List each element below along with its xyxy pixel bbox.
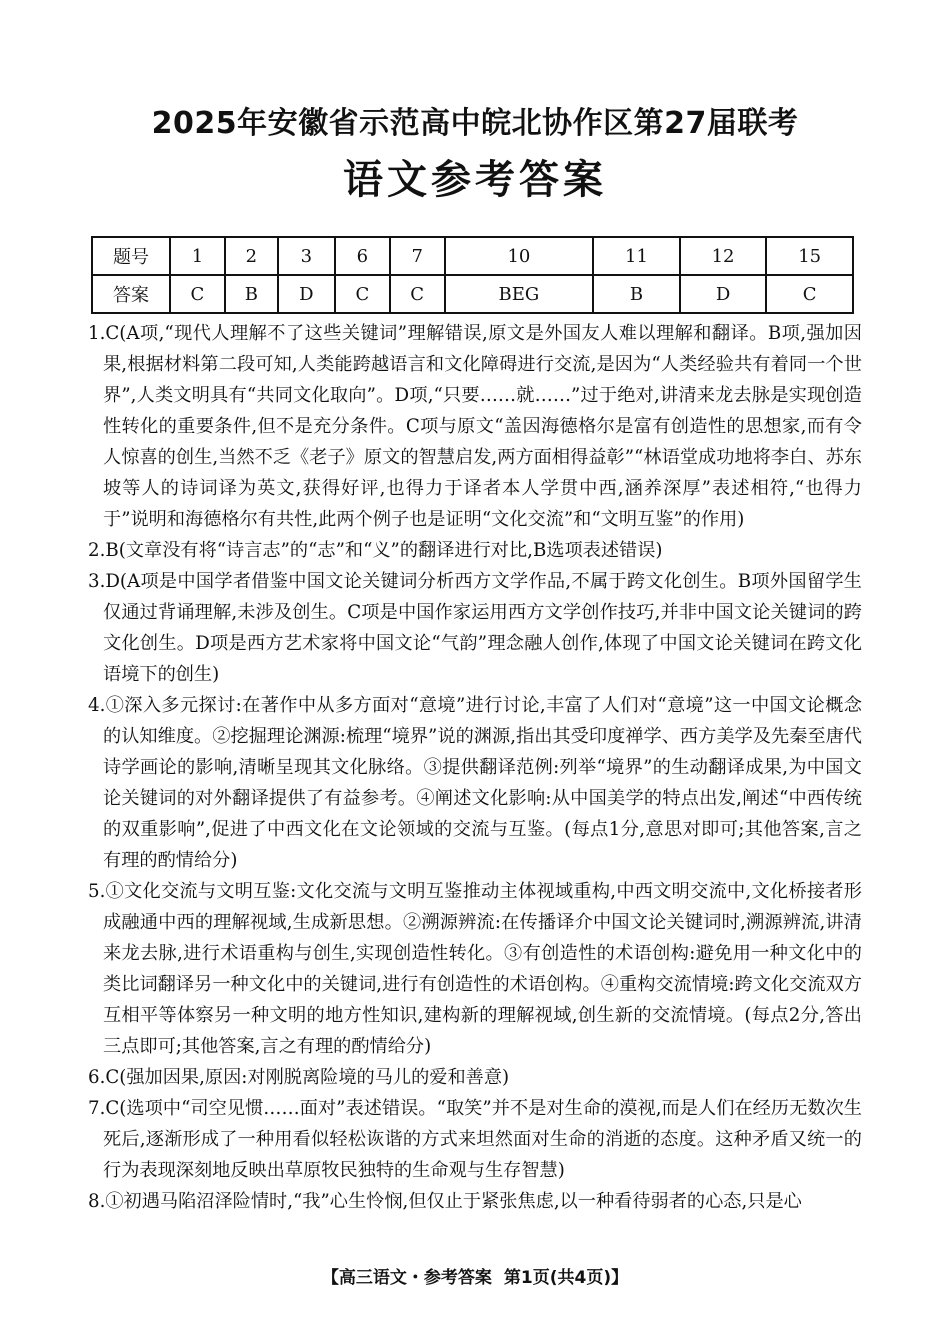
row-label-answer: 答案 — [92, 275, 170, 313]
explanation-item-6: 6.C(强加因果,原因:对刚脱离险境的马儿的爱和善意) — [88, 1067, 510, 1088]
page-footer — [0, 1265, 950, 1291]
answer-cell: C — [170, 275, 225, 313]
answer-cell: C — [766, 275, 853, 313]
answer-cell: C — [335, 275, 390, 313]
question-number: 15 — [766, 237, 853, 275]
document-subtitle: 语文参考答案 — [343, 157, 607, 203]
row-label-question: 题号 — [92, 237, 170, 275]
question-number: 11 — [593, 237, 680, 275]
answer-table — [91, 236, 854, 314]
explanation-item-7: 7.C(选项中“司空见惯……面对”表述错误。“取笑”并不是对生命的漠视,而是人们在经历无数次生死后,逐渐形成了一种用看似轻松诙谐的方式来坦然面对生命的消逝的态度。这种矛盾又统一的行为表现深刻地反映出草原牧民独特的生命观与生存智慧) — [88, 1098, 862, 1181]
explanation-item-1: 1.C(A项,“现代人理解不了这些关键词”理解错误,原文是外国友人难以理解和翻译。B项,强加因果,根据材料第二段可知,人类能跨越语言和文化障碍进行交流,是因为“人类经验共有着同一个世界”,人类文明具有“共同文化取向”。D项,“只要……就……”过于绝对,讲清来龙去脉是实现创造性转化的重要条件,但不是充分条件。C项与原文“盖因海德格尔是富有创造性的思想家,而有令人惊喜的创生,当然不乏《老子》原文的智慧启发,两方面相得益彰”“林语堂成功地将李白、苏东坡等人的诗词译为英文,获得好评,也得力于译者本人学贯中西,涵养深厚”表述相符,“也得力于”说明和海德格尔有共性,此两个例子也是证明“文化交流”和“文明互鉴”的作用) — [88, 323, 862, 530]
question-number: 12 — [680, 237, 767, 275]
answer-cell: D — [680, 275, 767, 313]
explanation-item-4: 4.①深入多元探讨:在著作中从多方面对“意境”进行讨论,丰富了人们对“意境”这一中国文论概念的认知维度。②挖掘理论渊源:梳理“境界”说的渊源,指出其受印度禅学、西方美学及先秦至唐代诗学画论的影响,清晰呈现其文化脉络。③提供翻译范例:列举“境界”的生动翻译成果,为中国文论关键词的对外翻译提供了有益参考。④阐述文化影响:从中国美学的特点出发,阐述“中西传统的双重影响”,促进了中西文化在文论领域的交流与互鉴。(每点1分,意思对即可;其他答案,言之有理的酌情给分) — [88, 695, 862, 871]
question-number: 2 — [225, 237, 278, 275]
explanation-item-5: 5.①文化交流与文明互鉴:文化交流与文明互鉴推动主体视域重构,中西文明交流中,文化桥接者形成融通中西的理解视域,生成新思想。②溯源辨流:在传播译介中国文论关键词时,溯源辨流,讲清来龙去脉,进行术语重构与创生,实现创造性转化。③有创造性的术语创构:避免用一种文化中的类比词翻译另一种文化中的关键词,进行有创造性的术语创构。④重构交流情境:跨文化交流双方互相平等体察另一种文明的地方性知识,建构新的理解视域,创生新的交流情境。(每点2分,答出三点即可;其他答案,言之有理的酌情给分) — [88, 881, 862, 1057]
explanation-item-8: 8.①初遇马陷沼泽险情时,“我”心生怜悯,但仅止于紧张焦虑,以一种看待弱者的心态,只是心 — [88, 1191, 802, 1212]
question-number: 7 — [390, 237, 445, 275]
footer-label: 【高三语文・参考答案 — [321, 1268, 492, 1288]
explanation-item-3: 3.D(A项是中国学者借鉴中国文论关键词分析西方文学作品,不属于跨文化创生。B项外国留学生仅通过背诵理解,未涉及创生。C项是中国作家运用西方文学创作技巧,并非中国文论关键词的跨文化创生。D项是西方艺术家将中国文论“气韵”理念融人创作,体现了中国文论关键词在跨文化语境下的创生) — [88, 571, 862, 685]
exam-title: 2025年安徽省示范高中皖北协作区第27届联考 — [151, 106, 799, 141]
question-number: 6 — [335, 237, 390, 275]
answer-cell: BEG — [445, 275, 594, 313]
question-number: 3 — [278, 237, 335, 275]
answer-cell: B — [593, 275, 680, 313]
question-number: 10 — [445, 237, 594, 275]
answer-cell: D — [278, 275, 335, 313]
explanation-item-2: 2.B(文章没有将“诗言志”的“志”和“义”的翻译进行对比,B选项表述错误) — [88, 540, 663, 561]
answer-cell: B — [225, 275, 278, 313]
answer-cell: C — [390, 275, 445, 313]
answer-explanations — [88, 318, 862, 1217]
question-number: 1 — [170, 237, 225, 275]
question-number-row — [92, 237, 853, 275]
answer-row — [92, 275, 853, 313]
page-number: 第1页(共4页)】 — [503, 1268, 629, 1288]
